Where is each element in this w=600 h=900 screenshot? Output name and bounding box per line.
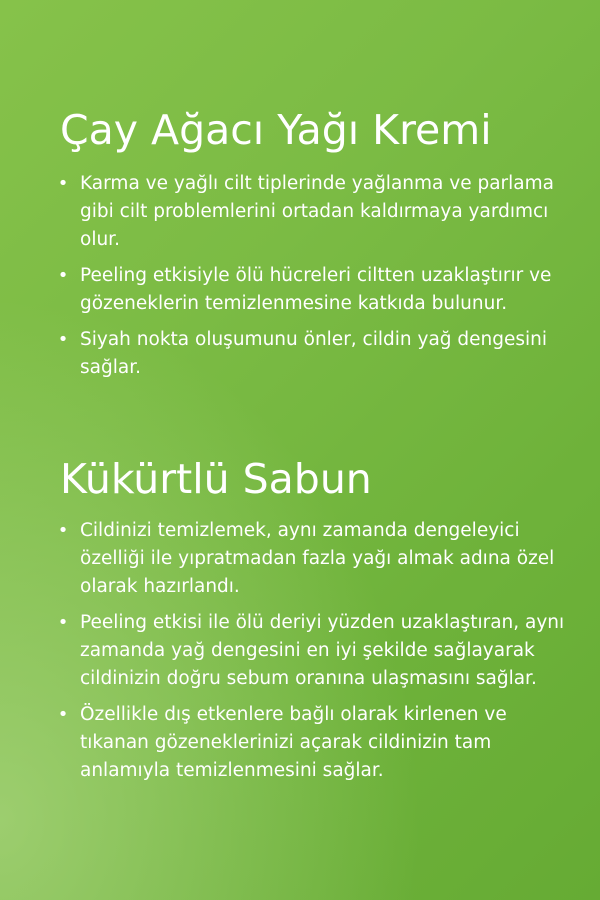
list-item: [0, 170, 600, 254]
section-tea-tree-cream: [0, 104, 600, 390]
list-item-text: Peeling etkisiyle ölü hücreleri ciltten uzaklaştırır ve gözeneklerin temizlenmesine katkıda bulunur.: [80, 265, 552, 314]
list-item-text: Siyah nokta oluşumunu önler, cildin yağ dengesini sağlar.: [80, 329, 548, 378]
list-item: [0, 701, 600, 785]
list-item-text: Cildinizi temizlemek, aynı zamanda dengeleyici özelliği ile yıpratmadan fazla yağı almak adına özel olarak hazırlandı.: [80, 520, 555, 597]
section-sulfur-soap: [0, 453, 600, 793]
bullet-icon: •: [57, 612, 69, 633]
section-title: Çay Ağacı Yağı Kremi: [60, 106, 492, 154]
bullet-icon: •: [57, 265, 69, 286]
list-item-text: Karma ve yağlı cilt tiplerinde yağlanma ve parlama gibi cilt problemlerini ortadan kaldırmaya yardımcı olur.: [80, 173, 554, 250]
bullet-list: [0, 517, 600, 785]
bullet-icon: •: [57, 520, 69, 541]
bullet-icon: •: [57, 704, 69, 725]
list-item-text: Özellikle dış etkenlere bağlı olarak kirlenen ve tıkanan gözeneklerinizi açarak cildinizin tam anlamıyla temizlenmesini sağlar.: [80, 704, 507, 781]
bullet-list: [0, 170, 600, 382]
bullet-icon: •: [57, 173, 69, 194]
section-title: Kükürtlü Sabun: [60, 455, 372, 503]
bullet-icon: •: [57, 329, 69, 350]
list-item-text: Peeling etkisi ile ölü deriyi yüzden uzaklaştıran, aynı zamanda yağ dengesini en iyi şekilde sağlayarak cildinizin doğru sebum oranına ulaşmasını sağlar.: [80, 612, 565, 689]
list-item: [0, 517, 600, 601]
list-item: [0, 262, 600, 318]
list-item: [0, 326, 600, 382]
list-item: [0, 609, 600, 693]
